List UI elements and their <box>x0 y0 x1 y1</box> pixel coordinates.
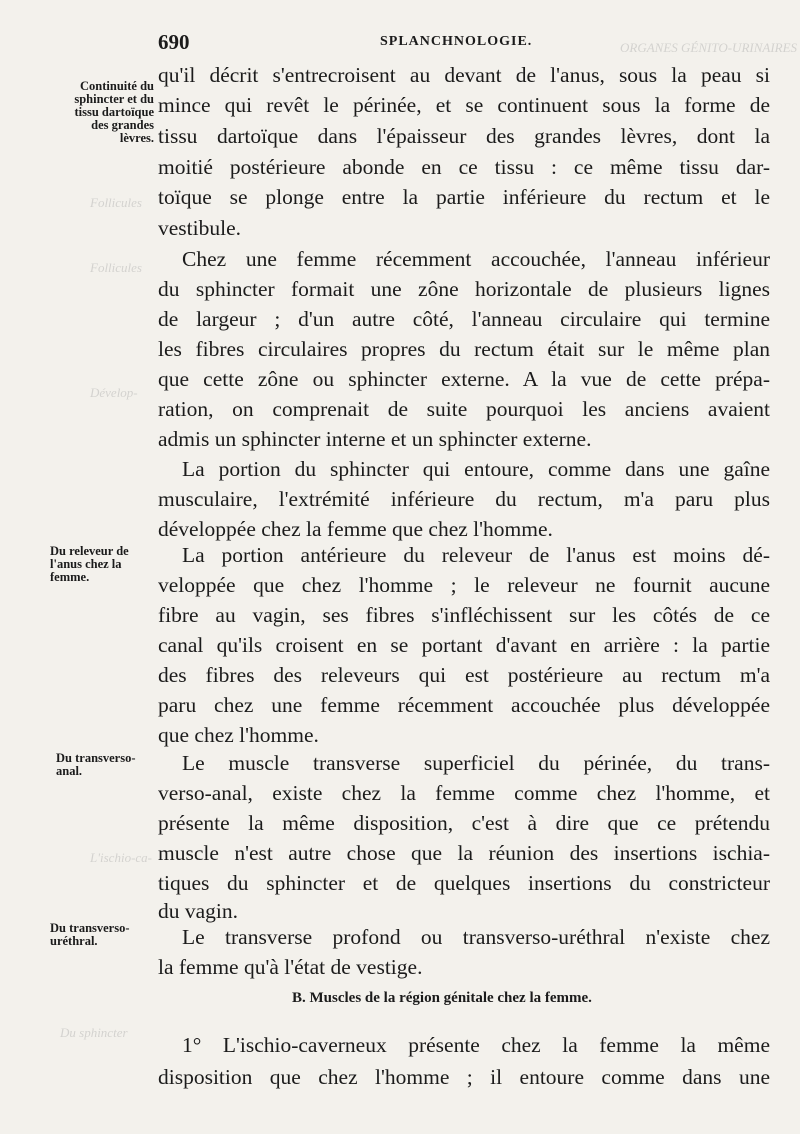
text-line: qu'il décrit s'entrecroisent au devant de l'anus, sous la peau si <box>158 63 770 87</box>
text-line: fibre au vagin, ses fibres s'infléchissent sur les côtés de ce <box>158 603 770 627</box>
text-line: tissu dartoïque dans l'épaisseur des grandes lèvres, dont la <box>158 124 770 148</box>
text-line: moitié postérieure abonde en ce tissu : ce même tissu dar- <box>158 155 770 179</box>
text-line: disposition que chez l'homme ; il entoure comme dans une <box>158 1065 770 1089</box>
text-line: des fibres des releveurs qui est postérieure au rectum m'a <box>158 663 770 687</box>
text-line: Le transverse profond ou transverso-uréthral n'existe chez <box>182 925 770 949</box>
text-line: vestibule. <box>158 216 241 240</box>
text-line: du sphincter formait une zône horizontale de plusieurs lignes <box>158 277 770 301</box>
margin-note-continuite: Continuité du sphincter et du tissu dartoïque des grandes lèvres. <box>74 79 154 145</box>
text-line: que chez l'homme. <box>158 723 319 747</box>
text-line: La portion du sphincter qui entoure, comme dans une gaîne <box>182 457 770 481</box>
text-line: muscle n'est autre chose que la réunion des insertions ischia- <box>158 841 770 865</box>
bleed-through-text: Follicules <box>90 260 142 275</box>
text-line: tiques du sphincter et de quelques insertions du constricteur <box>158 871 770 895</box>
running-title: SPLANCHNOLOGIE. <box>380 34 533 49</box>
text-line: 1° L'ischio-caverneux présente chez la femme la même <box>182 1033 770 1057</box>
text-line: les fibres circulaires propres du rectum était sur le même plan <box>158 337 770 361</box>
text-line: de largeur ; d'un autre côté, l'anneau circulaire qui termine <box>158 307 770 331</box>
margin-note-releveur: Du releveur de l'anus chez la femme. <box>50 544 129 584</box>
bleed-through-text: Follicules <box>90 195 142 210</box>
bleed-through-text: ORGANES GÉNITO-URINAIRES <box>620 40 798 55</box>
text-line: Chez une femme récemment accouchée, l'anneau inférieur <box>182 247 770 271</box>
text-line: Le muscle transverse superficiel du périnée, du trans- <box>182 751 770 775</box>
text-line: musculaire, l'extrémité inférieure du rectum, m'a paru plus <box>158 487 770 511</box>
text-line: admis un sphincter interne et un sphincter externe. <box>158 427 592 451</box>
margin-note-transverso-anal: Du transverso-anal. <box>56 751 136 778</box>
text-line: développée chez la femme que chez l'homme. <box>158 517 553 541</box>
text-line: la femme qu'à l'état de vestige. <box>158 955 423 979</box>
bleed-through-text: Dévelop- <box>90 385 138 400</box>
text-line: du vagin. <box>158 899 239 923</box>
margin-note-transverso-urethral: Du transverso-uréthral. <box>50 921 130 948</box>
text-line: La portion antérieure du releveur de l'anus est moins dé- <box>182 543 770 567</box>
text-line: toïque se plonge entre la partie inférieure du rectum et le <box>158 185 770 209</box>
text-line: que cette zône ou sphincter externe. A la vue de cette prépa- <box>158 367 770 391</box>
section-heading: B. Muscles de la région génitale chez la femme. <box>292 990 592 1006</box>
page-number: 690 <box>158 30 190 54</box>
bleed-through-text: L'ischio-ca- <box>90 850 152 865</box>
text-line: mince qui revêt le périnée, et se continuent sous la forme de <box>158 93 770 117</box>
text-line: ration, on comprenait de suite pourquoi les anciens avaient <box>158 397 770 421</box>
text-line: paru chez une femme récemment accouchée plus développée <box>158 693 770 717</box>
text-line: veloppée que chez l'homme ; le releveur ne fournit aucune <box>158 573 770 597</box>
text-line: verso-anal, existe chez la femme comme chez l'homme, et <box>158 781 770 805</box>
text-line: présente la même disposition, c'est à dire que ce prétendu <box>158 811 770 835</box>
bleed-through-text: Du sphincter <box>60 1025 128 1040</box>
text-line: canal qu'ils croisent en se portant d'avant en arrière : la partie <box>158 633 770 657</box>
